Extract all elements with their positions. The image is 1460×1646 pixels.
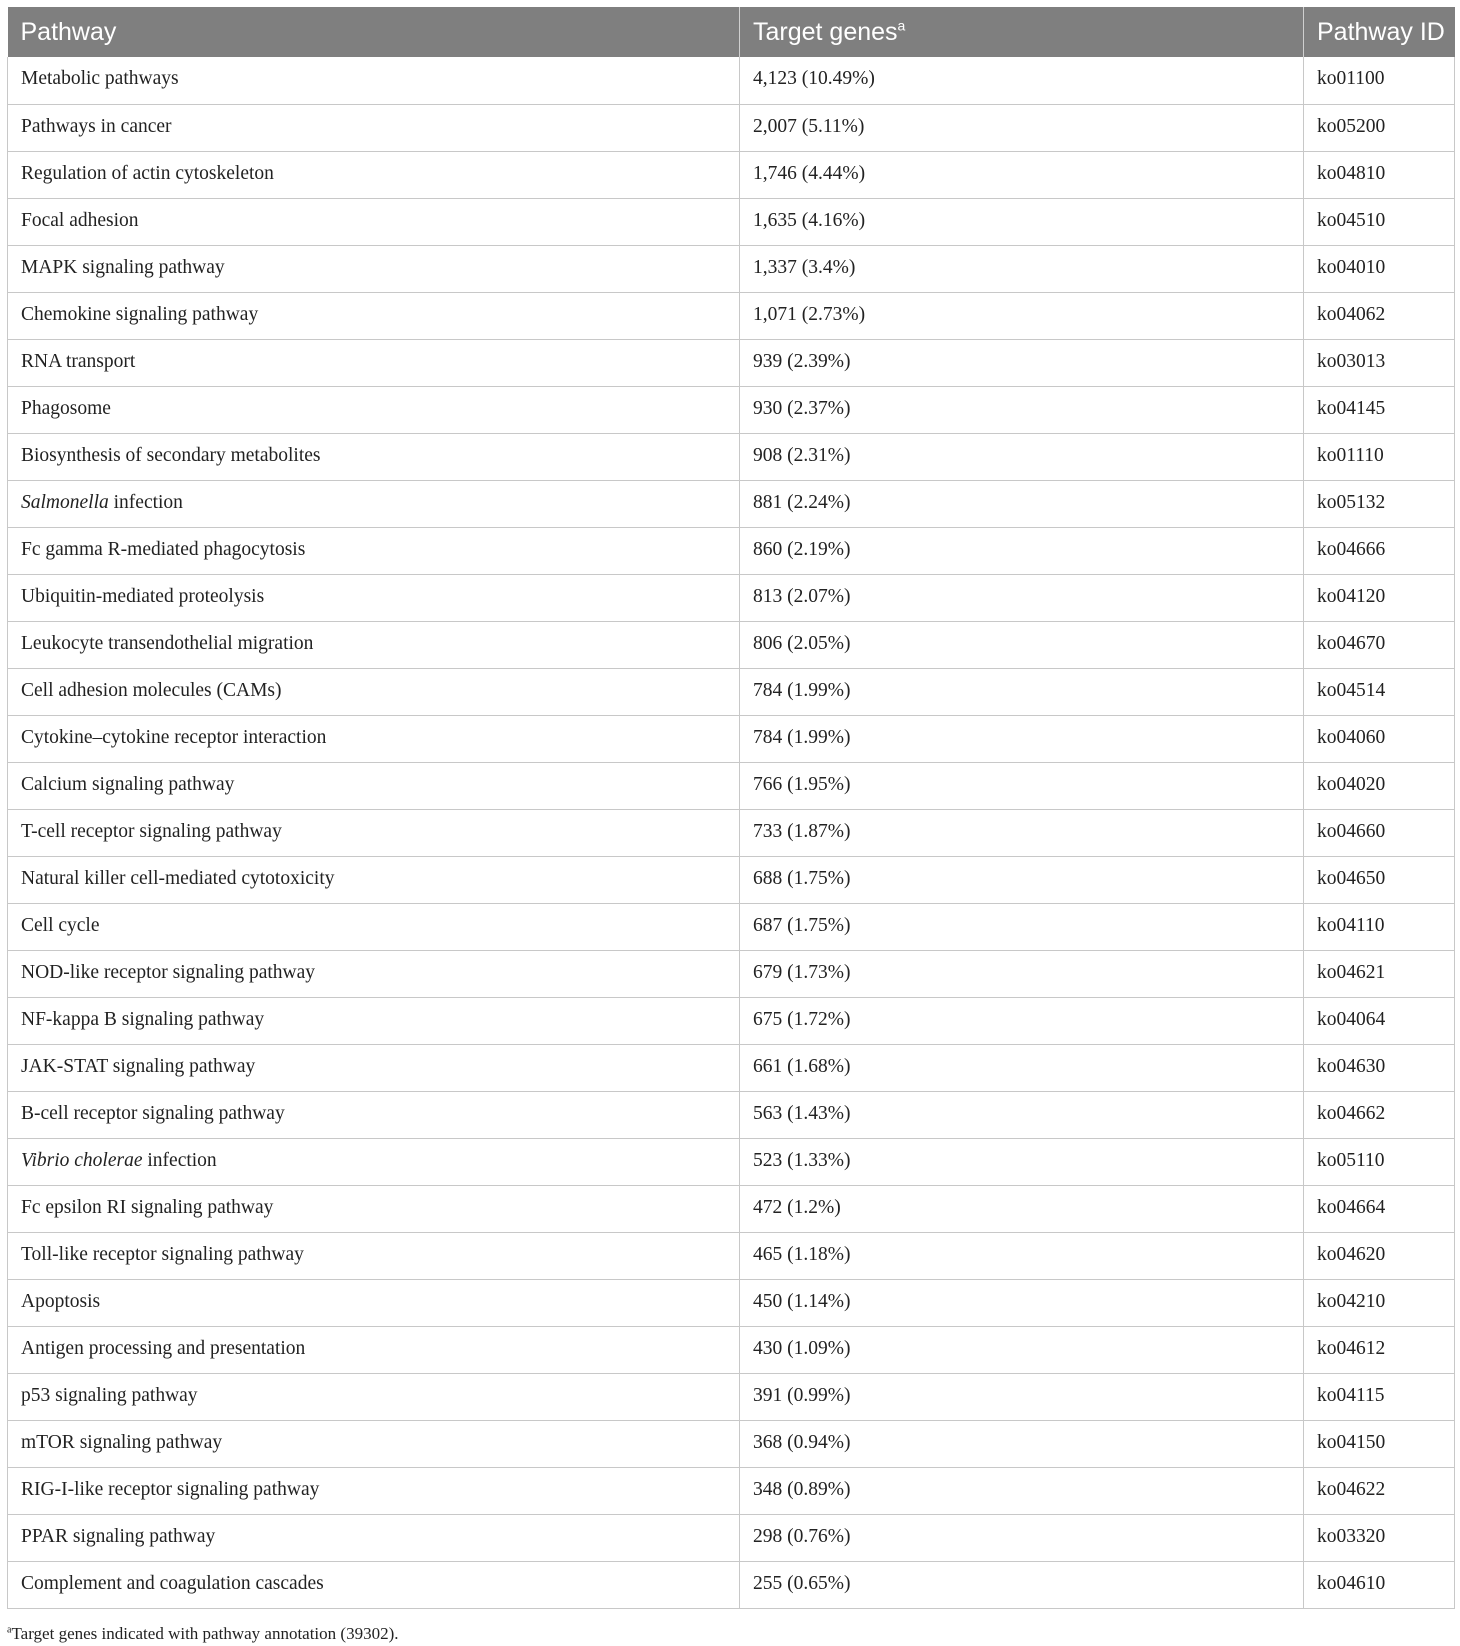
table-row (8, 668, 1455, 715)
cell-target-genes: 930 (2.37%) (740, 386, 1304, 433)
cell-pathway-id: ko04660 (1304, 809, 1455, 856)
cell-pathway (8, 1091, 740, 1138)
cell-target-genes: 465 (1.18%) (740, 1232, 1304, 1279)
table-row (8, 1326, 1455, 1373)
table-row (8, 527, 1455, 574)
cell-target-genes: 806 (2.05%) (740, 621, 1304, 668)
cell-pathway-id: ko04620 (1304, 1232, 1455, 1279)
table-row (8, 1373, 1455, 1420)
cell-pathway-id: ko05110 (1304, 1138, 1455, 1185)
table-row (8, 1091, 1455, 1138)
table-row (8, 1420, 1455, 1467)
pathway-name: Cell cycle (21, 914, 100, 936)
pathway-name: Cell adhesion molecules (CAMs) (21, 679, 282, 701)
cell-pathway-id: ko04510 (1304, 198, 1455, 245)
cell-pathway-id: ko04610 (1304, 1561, 1455, 1608)
cell-target-genes: 860 (2.19%) (740, 527, 1304, 574)
cell-target-genes: 784 (1.99%) (740, 668, 1304, 715)
pathway-name: Complement and coagulation cascades (21, 1572, 324, 1594)
pathway-organism-italic: Salmonella (21, 491, 109, 513)
cell-pathway-id: ko04662 (1304, 1091, 1455, 1138)
cell-pathway (8, 386, 740, 433)
cell-target-genes: 563 (1.43%) (740, 1091, 1304, 1138)
pathway-name: MAPK signaling pathway (21, 256, 225, 278)
cell-pathway (8, 809, 740, 856)
cell-pathway (8, 1138, 740, 1185)
pathway-name: Calcium signaling pathway (21, 773, 235, 795)
table-row (8, 1232, 1455, 1279)
pathway-name: Focal adhesion (21, 209, 139, 231)
cell-pathway-id: ko04664 (1304, 1185, 1455, 1232)
table-row (8, 1044, 1455, 1091)
cell-pathway-id: ko04064 (1304, 997, 1455, 1044)
table-row (8, 621, 1455, 668)
cell-target-genes: 687 (1.75%) (740, 903, 1304, 950)
cell-target-genes: 688 (1.75%) (740, 856, 1304, 903)
table-header-row (8, 7, 1455, 57)
cell-target-genes: 368 (0.94%) (740, 1420, 1304, 1467)
table-row (8, 480, 1455, 527)
pathway-name: Apoptosis (21, 1290, 101, 1312)
pathway-name: Fc gamma R-mediated phagocytosis (21, 538, 306, 560)
cell-pathway (8, 1373, 740, 1420)
cell-pathway-id: ko04020 (1304, 762, 1455, 809)
pathway-name: PPAR signaling pathway (21, 1525, 216, 1547)
table-row (8, 1138, 1455, 1185)
cell-pathway-id: ko04120 (1304, 574, 1455, 621)
cell-target-genes: 766 (1.95%) (740, 762, 1304, 809)
cell-target-genes: 908 (2.31%) (740, 433, 1304, 480)
cell-pathway-id: ko04666 (1304, 527, 1455, 574)
cell-pathway-id: ko04650 (1304, 856, 1455, 903)
table-row (8, 1279, 1455, 1326)
pathway-name: T-cell receptor signaling pathway (21, 820, 282, 842)
cell-pathway (8, 574, 740, 621)
header-target-genes (740, 7, 1304, 57)
cell-pathway-id: ko04010 (1304, 245, 1455, 292)
cell-target-genes: 523 (1.33%) (740, 1138, 1304, 1185)
cell-pathway-id: ko04110 (1304, 903, 1455, 950)
cell-pathway-id: ko04514 (1304, 668, 1455, 715)
cell-pathway (8, 1044, 740, 1091)
cell-pathway-id: ko04150 (1304, 1420, 1455, 1467)
cell-pathway (8, 339, 740, 386)
table-row (8, 386, 1455, 433)
pathway-name: Ubiquitin-mediated proteolysis (21, 585, 265, 607)
pathway-organism-italic: Vibrio cholerae (21, 1149, 143, 1171)
cell-target-genes: 450 (1.14%) (740, 1279, 1304, 1326)
pathway-name: B-cell receptor signaling pathway (21, 1102, 285, 1124)
cell-pathway (8, 1185, 740, 1232)
table-row (8, 151, 1455, 198)
pathway-name: Chemokine signaling pathway (21, 303, 259, 325)
cell-pathway-id: ko05132 (1304, 480, 1455, 527)
cell-pathway-id: ko04145 (1304, 386, 1455, 433)
cell-target-genes: 255 (0.65%) (740, 1561, 1304, 1608)
cell-pathway (8, 198, 740, 245)
cell-target-genes: 881 (2.24%) (740, 480, 1304, 527)
cell-pathway-id: ko05200 (1304, 104, 1455, 151)
cell-target-genes: 1,635 (4.16%) (740, 198, 1304, 245)
cell-pathway-id: ko04622 (1304, 1467, 1455, 1514)
pathway-name: NF-kappa B signaling pathway (21, 1008, 265, 1030)
cell-target-genes: 733 (1.87%) (740, 809, 1304, 856)
table-row (8, 1561, 1455, 1608)
pathway-name: JAK-STAT signaling pathway (21, 1055, 256, 1077)
pathway-name: RNA transport (21, 350, 136, 372)
pathway-name: Biosynthesis of secondary metabolites (21, 444, 321, 466)
pathway-name: p53 signaling pathway (21, 1384, 198, 1406)
cell-target-genes: 348 (0.89%) (740, 1467, 1304, 1514)
cell-target-genes: 1,746 (4.44%) (740, 151, 1304, 198)
cell-pathway (8, 1467, 740, 1514)
table-row (8, 950, 1455, 997)
cell-pathway (8, 1279, 740, 1326)
table-row (8, 104, 1455, 151)
cell-pathway (8, 1326, 740, 1373)
cell-pathway (8, 1420, 740, 1467)
footnote-marker: a (7, 1624, 12, 1636)
cell-target-genes: 430 (1.09%) (740, 1326, 1304, 1373)
pathway-name: Natural killer cell-mediated cytotoxicity (21, 867, 335, 889)
pathway-name: Leukocyte transendothelial migration (21, 632, 314, 654)
cell-pathway (8, 433, 740, 480)
cell-target-genes: 1,071 (2.73%) (740, 292, 1304, 339)
table-row (8, 1514, 1455, 1561)
pathway-name: Pathways in cancer (21, 115, 172, 137)
table-row (8, 574, 1455, 621)
cell-pathway (8, 950, 740, 997)
pathway-name: mTOR signaling pathway (21, 1431, 223, 1453)
cell-pathway (8, 245, 740, 292)
cell-pathway (8, 856, 740, 903)
pathway-name: RIG-I-like receptor signaling pathway (21, 1478, 320, 1500)
cell-pathway (8, 715, 740, 762)
table-row (8, 715, 1455, 762)
cell-target-genes: 679 (1.73%) (740, 950, 1304, 997)
cell-pathway-id: ko04062 (1304, 292, 1455, 339)
cell-pathway-id: ko04210 (1304, 1279, 1455, 1326)
footnote-text: Target genes indicated with pathway annotation (39302). (11, 1624, 399, 1643)
cell-pathway (8, 621, 740, 668)
pathway-table-container (7, 7, 1454, 1609)
cell-pathway (8, 527, 740, 574)
table-row (8, 292, 1455, 339)
cell-pathway-id: ko04630 (1304, 1044, 1455, 1091)
cell-pathway-id: ko03320 (1304, 1514, 1455, 1561)
cell-pathway (8, 762, 740, 809)
table-row (8, 997, 1455, 1044)
cell-target-genes: 813 (2.07%) (740, 574, 1304, 621)
header-pathway-id: Pathway ID (1304, 7, 1455, 57)
cell-target-genes: 2,007 (5.11%) (740, 104, 1304, 151)
cell-pathway (8, 57, 740, 104)
pathway-name: Cytokine–cytokine receptor interaction (21, 726, 327, 748)
cell-pathway (8, 1514, 740, 1561)
cell-pathway-id: ko04670 (1304, 621, 1455, 668)
header-target-genes-label: Target genes (753, 17, 898, 46)
table-row (8, 809, 1455, 856)
pathway-name: infection (142, 1149, 217, 1171)
pathway-name: Toll-like receptor signaling pathway (21, 1243, 304, 1265)
cell-pathway (8, 151, 740, 198)
cell-pathway (8, 1561, 740, 1608)
cell-pathway-id: ko03013 (1304, 339, 1455, 386)
cell-target-genes: 472 (1.2%) (740, 1185, 1304, 1232)
pathway-name: Antigen processing and presentation (21, 1337, 306, 1359)
table-row (8, 198, 1455, 245)
table-row (8, 57, 1455, 104)
pathway-name: infection (108, 491, 183, 513)
cell-pathway-id: ko04810 (1304, 151, 1455, 198)
cell-pathway (8, 668, 740, 715)
table-row (8, 856, 1455, 903)
pathway-name: Regulation of actin cytoskeleton (21, 162, 274, 184)
pathway-name: NOD-like receptor signaling pathway (21, 961, 316, 983)
cell-pathway-id: ko01100 (1304, 57, 1455, 104)
cell-pathway (8, 997, 740, 1044)
cell-target-genes: 784 (1.99%) (740, 715, 1304, 762)
table-row (8, 245, 1455, 292)
pathway-table (7, 7, 1455, 1609)
header-pathway: Pathway (8, 7, 740, 57)
table-row (8, 903, 1455, 950)
cell-pathway (8, 1232, 740, 1279)
cell-target-genes: 4,123 (10.49%) (740, 57, 1304, 104)
pathway-name: Phagosome (21, 397, 111, 419)
table-footnote (7, 1624, 398, 1644)
pathway-name: Fc epsilon RI signaling pathway (21, 1196, 274, 1218)
cell-pathway-id: ko04612 (1304, 1326, 1455, 1373)
cell-pathway (8, 903, 740, 950)
cell-pathway-id: ko04621 (1304, 950, 1455, 997)
table-row (8, 433, 1455, 480)
cell-target-genes: 939 (2.39%) (740, 339, 1304, 386)
table-body (8, 57, 1455, 1608)
cell-pathway-id: ko04060 (1304, 715, 1455, 762)
pathway-name: Metabolic pathways (21, 68, 179, 90)
cell-pathway (8, 480, 740, 527)
cell-pathway-id: ko04115 (1304, 1373, 1455, 1420)
cell-pathway-id: ko01110 (1304, 433, 1455, 480)
table-row (8, 1467, 1455, 1514)
cell-target-genes: 661 (1.68%) (740, 1044, 1304, 1091)
cell-target-genes: 675 (1.72%) (740, 997, 1304, 1044)
cell-target-genes: 391 (0.99%) (740, 1373, 1304, 1420)
cell-target-genes: 1,337 (3.4%) (740, 245, 1304, 292)
cell-pathway (8, 104, 740, 151)
header-target-genes-superscript: a (897, 17, 906, 34)
table-row (8, 339, 1455, 386)
cell-target-genes: 298 (0.76%) (740, 1514, 1304, 1561)
table-row (8, 762, 1455, 809)
table-row (8, 1185, 1455, 1232)
cell-pathway (8, 292, 740, 339)
